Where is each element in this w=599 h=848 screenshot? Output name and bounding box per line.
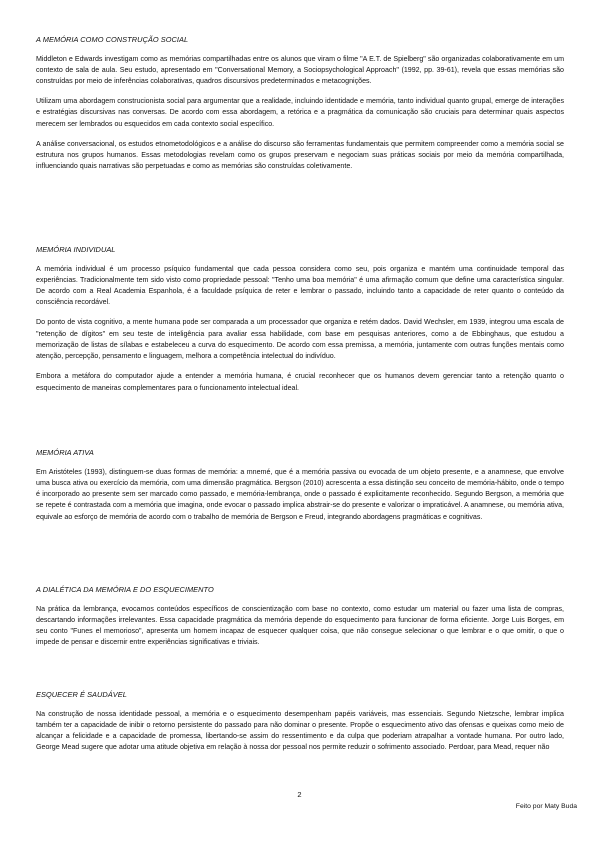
paragraph: Do ponto de vista cognitivo, a mente humana pode ser comparada a um processador que organiza e retém dados. David Wechsler, em 1939, integrou uma escala de "retenção de dígitos" em seu teste de inteligência para avaliar essa habilidade, com base em pesquisas anteriores, como a de Ebbinghaus, que estudou a memorização de listas de sílabas e estabeleceu a curva do esquecimento. De acordo com essa premissa, a memória, juntamente com outras funções mentais como atenção, percepção, pensamento e linguagem, melhora a competência intelectual do indivíduo. — [36, 318, 564, 361]
paragraph: Em Aristóteles (1993), distinguem-se duas formas de memória: a mnemé, que é a memória passiva ou evocada de um objeto presente, e a anamnese, que envolve uma busca ativa ou exercício da memória, com uma dimensão pragmática. Bergson (2010) acrescenta a essa distinção seu conceito de memória-hábito, onde o tempo é incorporado ao presente sem ser marcado como passado, e memória-lembrança, onde o passado é explicitamente reconhecido. Segundo Bergson, a memória que se repete é contrastada com a memória que imagina, onde evocar o passado implica abstrair-se do presente e valorizar o impraticável. A anamnese, ou memória ativa, equivale ao esforço de memória de acordo com o trabalho de memória de Bergson e Freud, integrando abordagens pragmáticas e cognitivas. — [36, 467, 564, 521]
paragraph: Na prática da lembrança, evocamos conteúdos específicos de conscientização com base no contexto, como estudar um material ou fazer uma lista de compras, descartando informações irrelevantes. Essa capacidade pragmática da memória depende do esquecimento para funcionar de forma eficiente. Jorge Luis Borges, em seu conto "Funes el memorioso", apresenta um homem incapaz de esquecer qualquer coisa, que não consegue selecionar o que lembrar e o que omitir, o que o impede de pensar e discernir entre experiências significativas e triviais. — [36, 604, 564, 647]
paragraph: A análise conversacional, os estudos etnometodológicos e a análise do discurso são ferramentas fundamentais que permitem compreender como a memória social se estrutura nos grupos humanos. Essas metodologias revelam como os grupos preservam e negociam suas práticas sociais por meio da memória compartilhada, influenciando quais narrativas são perpetuadas e como as memórias são construídas coletivamente. — [36, 139, 564, 171]
section-heading: MEMÓRIA ATIVA — [36, 448, 94, 457]
page-number: 2 — [297, 790, 302, 799]
section-heading: A DIALÉTICA DA MEMÓRIA E DO ESQUECIMENTO — [36, 585, 214, 594]
paragraph: Middleton e Edwards investigam como as memórias compartilhadas entre os alunos que viram o filme "A E.T. de Spielberg" são organizadas colaborativamente em um contexto de sala de aula. Seu estudo, apresentado em "Conversational Memory, a Sociopsychological Approach" (1992, pp. 39-61), revela que essas memórias são construídas por meio de inferências colaborativas, quadros discursivos predeterminados e metacognições. — [36, 54, 564, 86]
section-memoria-construcao-social — [36, 35, 564, 182]
paragraph: Utilizam uma abordagem construcionista social para argumentar que a realidade, incluindo identidade e memória, tanto individual quanto grupal, emerge de interações e estratégias discursivas nas conversas. De acordo com essa abordagem, a retórica e a pragmática da comunicação são cruciais para determinar quais aspectos merecem ser lembrados ou esquecidos em cada contexto social específico. — [36, 97, 564, 128]
paragraph: Na construção de nossa identidade pessoal, a memória e o esquecimento desempenham papéis variáveis, mas essenciais. Segundo Nietzsche, lembrar implica também ter a capacidade de inibir o retorno persistente do passado para não dominar o presente. Propõe o esquecimento ativo das ofensas e queixas como meio de alcançar a felicidade e a capacidade de promessa, libertando-se assim do ressentimento e da culpa que poderiam atrapalhar a vontade humana. Por outro lado, George Mead sugere que adotar uma atitude objetiva em relação à nossa dor pessoal nos permite reduzir o sofrimento associado. Perdoar, para Mead, requer não — [36, 709, 564, 752]
section-memoria-individual — [36, 245, 564, 403]
section-dialetica-memoria-esquecimento — [36, 585, 564, 657]
footer-credit: Feito por Maty Buda — [515, 803, 577, 810]
section-memoria-ativa — [36, 448, 564, 532]
paragraph: Embora a metáfora do computador ajude a entender a memória humana, é crucial reconhecer que os humanos devem gerenciar tanto a retenção quanto o esquecimento de maneiras complementares para o funcionamento intelectual ideal. — [36, 372, 564, 392]
section-esquecer-saudavel — [36, 690, 564, 762]
section-heading: A MEMÓRIA COMO CONSTRUÇÃO SOCIAL — [36, 35, 189, 44]
section-heading: MEMÓRIA INDIVIDUAL — [36, 245, 116, 254]
section-heading: ESQUECER É SAUDÁVEL — [36, 690, 127, 699]
paragraph: A memória individual é um processo psíquico fundamental que cada pessoa considera como seu, pois organiza e mantém uma continuidade temporal das experiências. Tradicionalmente tem sido visto como propriedade pessoal: "Tenho uma boa memória" é uma afirmação comum que define uma característica singular. De acordo com a Real Academia Espanhola, é a faculdade psíquica de reter e lembrar o passado, incluindo tanto a capacidade de reter quanto o conteúdo da consciência recordável. — [36, 264, 564, 307]
